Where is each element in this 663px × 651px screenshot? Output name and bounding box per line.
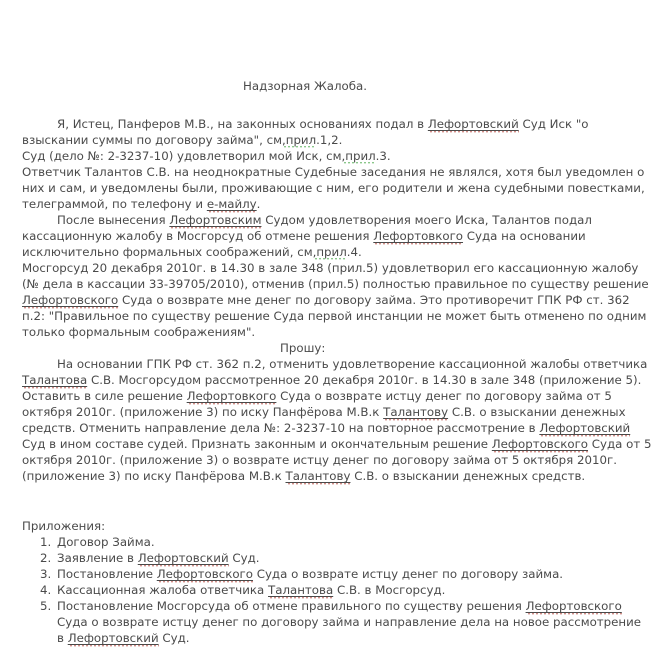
document-body: [22, 116, 647, 340]
misspelled-word: Лефортовского: [525, 599, 622, 613]
text-run: Кассационная жалоба ответчика: [57, 583, 269, 597]
text-run: (№ дела в кассации 33-39705/2010), отменив (прил.5) полностью правильное по существу решение: [22, 277, 649, 291]
text-run: Суд Иск "о: [518, 117, 589, 131]
text-run: п.2: "Правильное по существу решение Суда первой инстанции не может быть отменено по одним: [22, 309, 647, 323]
text-run: в: [57, 631, 68, 645]
text-run: средств. Отменить направление дела №: 2-3237-10 на повторное рассмотрение в: [22, 421, 540, 435]
attachment-item: [22, 566, 647, 582]
text-line: [22, 372, 647, 388]
attachment-text: [57, 566, 563, 582]
text-run: Ответчик Талантов С.В. на неоднократные Судебные заседания не являлся, хотя был уведомлен о: [22, 165, 645, 179]
attachment-text: [57, 630, 190, 646]
misspelled-word: Лефортовского: [491, 437, 589, 451]
attachments-heading: Приложения:: [22, 519, 106, 533]
attachment-item: [22, 582, 647, 598]
misspelled-word: Талантову: [285, 469, 351, 483]
request-heading: Прошу:: [280, 341, 326, 355]
text-run: .: [256, 197, 261, 211]
text-run: Суда о возврате мне денег по договору займа. Это противоречит ГПК РФ ст. 362: [118, 293, 630, 307]
text-run: Суд в ином составе судей. Признать законным и окончательным решение: [22, 437, 492, 451]
text-run: Суд (дело №: 2-3237-10) удовлетворил мой Иск, см: [22, 149, 342, 163]
attachment-item: [22, 550, 647, 566]
text-run: .3.: [375, 149, 391, 163]
misspelled-word: Талантова: [22, 373, 88, 387]
misspelled-word: Лефортовский: [427, 117, 519, 131]
text-line: [22, 260, 647, 276]
text-run: На основании ГПК РФ ст. 362 п.2, отменить удовлетворение кассационной жалобы ответчика: [57, 357, 648, 371]
text-line: [22, 388, 647, 404]
misspelled-word: Лефортовский: [137, 551, 229, 565]
text-line: [22, 244, 647, 260]
attachment-item-continuation: [22, 630, 647, 646]
text-line: [22, 228, 647, 244]
text-run: С.В. Мосгорсудом рассмотренное 20 декабря 2010г. в 14.30 в зале 348 (приложение 5).: [87, 373, 642, 387]
text-run: Постановление: [57, 567, 157, 581]
attachment-number: 4.: [40, 583, 52, 597]
text-run: Суда о возврате истцу денег по договору займа от 5: [276, 389, 612, 403]
text-line: [22, 404, 647, 420]
document-title: Надзорная Жалоба.: [243, 79, 367, 93]
attachment-number: 2.: [40, 551, 52, 565]
misspelled-word: Талантову: [383, 405, 449, 419]
text-line: [22, 212, 647, 228]
text-run: С.В. о взыскании денежных средств.: [350, 469, 586, 483]
text-line: [22, 148, 647, 164]
attachment-text: [57, 550, 260, 566]
text-run: Суд.: [158, 631, 190, 645]
text-run: них и сам, и уведомлены были, проживающие с ним, его родители и жена судебными повестками,: [22, 181, 645, 195]
text-run: Я, Истец, Панферов М.В., на законных основаниях подал в: [57, 117, 428, 131]
misspelled-word: е-майлу: [206, 197, 257, 211]
text-line: [22, 292, 647, 308]
text-run: .4.: [346, 245, 362, 259]
attachment-text: [57, 598, 622, 614]
grammar-flagged-text: ,прил: [341, 149, 376, 163]
attachment-text: [57, 582, 445, 598]
attachment-number: [40, 614, 57, 630]
text-line: [22, 164, 647, 180]
text-line: [22, 276, 647, 292]
text-line: [22, 356, 647, 372]
text-run: С.В. в Мосгорсуд.: [333, 583, 446, 597]
text-run: Суда о возврате истцу денег по договору займа и направление дела на новое рассмотрение: [57, 615, 642, 629]
text-run: (приложение 3) по иску Панфёрова М.В.к: [22, 469, 286, 483]
attachments-list: [22, 534, 647, 646]
attachment-number: 3.: [40, 567, 52, 581]
text-line: [22, 452, 647, 468]
text-run: Заявление в: [57, 551, 138, 565]
attachment-item-continuation: [22, 614, 647, 630]
text-run: октября 2010г. (приложение 3) по иску Панфёрова М.В.к: [22, 405, 384, 419]
text-line: [22, 324, 647, 340]
text-run: .1,2.: [316, 133, 343, 147]
text-line: [22, 180, 647, 196]
misspelled-word: Лефортовского: [156, 567, 253, 581]
attachment-item: [22, 598, 647, 614]
text-run: Суда на основании: [463, 229, 586, 243]
misspelled-word: Лефортовкого: [186, 389, 277, 403]
request-section: [22, 356, 652, 484]
attachment-number: 1.: [40, 535, 52, 549]
grammar-flagged-text: ,прил: [312, 245, 347, 259]
attachment-number: 5.: [40, 599, 52, 613]
text-run: взыскании суммы по договору займа", см: [22, 133, 282, 147]
text-run: кассационную жалобу в Мосгорсуд об отмене решения: [22, 229, 374, 243]
text-run: Договор Займа.: [57, 535, 155, 549]
attachment-text: [57, 534, 155, 550]
text-run: Постановление Мосгорсуда об отмене правильного по существу решения: [57, 599, 526, 613]
misspelled-word: Лефортовского: [22, 293, 119, 307]
text-run: исключительно формальных соображений, см: [22, 245, 313, 259]
attachment-text: [57, 614, 641, 630]
text-run: Оставить в силе решение: [22, 389, 187, 403]
misspelled-word: Лефортовский: [539, 421, 631, 435]
misspelled-word: Лефортовский: [67, 631, 159, 645]
text-run: телеграммой, по телефону и: [22, 197, 207, 211]
text-line: [22, 420, 647, 436]
misspelled-word: Лефортовкого: [373, 229, 464, 243]
text-run: Суда от 5: [588, 437, 652, 451]
attachment-item: [22, 534, 647, 550]
text-run: октября 2010г. (приложение 3) о возврате истцу денег по договору займа от 5 октября 2010г.: [22, 453, 617, 467]
text-run: Суда о возврате истцу денег по договору займа.: [252, 567, 564, 581]
text-line: [22, 308, 647, 324]
text-run: Судом удовлетворения моего Иска, Талантов подал: [261, 213, 592, 227]
grammar-flagged-text: ,прил: [281, 133, 317, 147]
misspelled-word: Талантова: [268, 583, 334, 597]
text-line: [22, 436, 652, 452]
text-line: [22, 116, 647, 132]
misspelled-word: Лефортовским: [169, 213, 262, 227]
text-run: После вынесения: [57, 213, 170, 227]
attachment-number: [40, 630, 57, 646]
text-line: [22, 196, 647, 212]
text-line: [22, 132, 647, 148]
text-run: только формальным соображениям".: [22, 325, 256, 339]
text-line: [22, 468, 647, 484]
text-run: Суд.: [228, 551, 260, 565]
text-run: Мосгорсуд 20 декабря 2010г. в 14.30 в зале 348 (прил.5) удовлетворил его кассационную жалобу: [22, 261, 639, 275]
text-run: С.В. о взыскании денежных: [448, 405, 626, 419]
